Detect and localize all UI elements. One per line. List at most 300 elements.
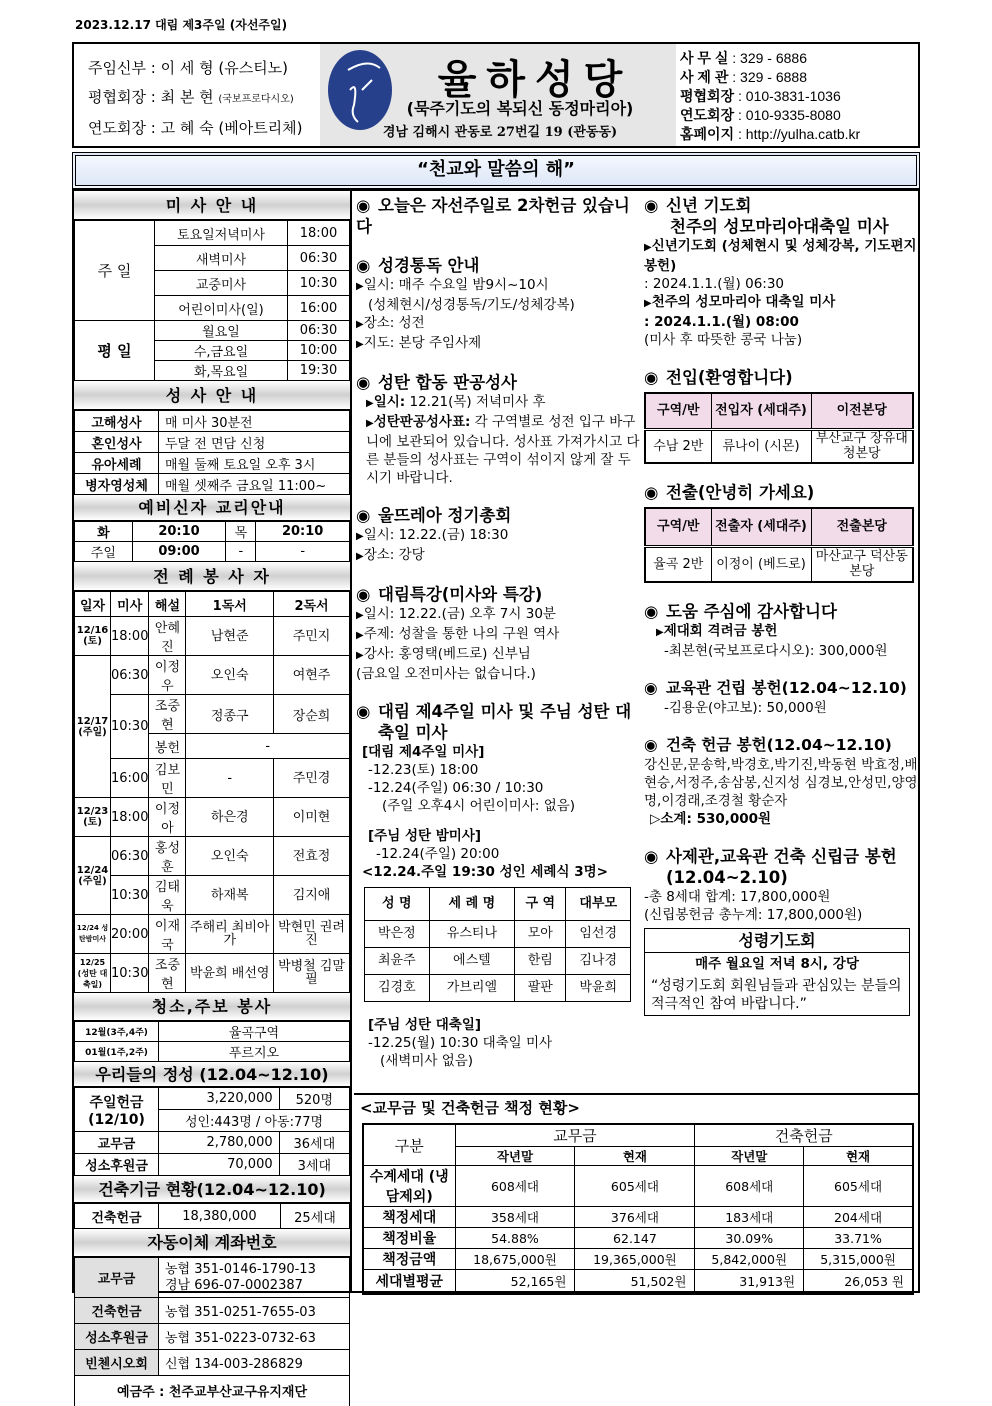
account-purpose: 성소후원금: [75, 1324, 159, 1350]
commentator: 이정아: [149, 798, 186, 837]
col-header: 교무금: [455, 1124, 695, 1147]
offering-label: 교무금: [75, 1132, 159, 1154]
col-header: 구 역: [515, 888, 566, 921]
church-address: 경남 김해시 관동로 27번길 19 (관동동): [382, 125, 618, 140]
table-row: [365, 921, 631, 948]
minister-date: 12/17 (주일): [75, 656, 111, 798]
col-subheader: 현재: [575, 1147, 695, 1166]
account-number: 농협 351-0146-1790-13: [165, 1261, 316, 1277]
triangle-bullet-icon: ▶: [356, 339, 364, 350]
allocation-status-section: [354, 1093, 920, 1291]
notice-text: -12.25(월) 10:30 대축일 미사: [368, 1035, 553, 1051]
bullet-circle-icon: ◉: [644, 483, 659, 502]
account-holder: 예금주 : 천주교부산교구유지재단: [75, 1376, 350, 1406]
middle-column: [356, 195, 640, 1070]
bullet-circle-icon: ◉: [644, 602, 659, 621]
notice-text: 12.21(목) 저녁미사 후: [405, 394, 546, 410]
notice-title: 건축 헌금 봉헌(12.04~12.10): [666, 736, 892, 754]
cell: 183세대: [695, 1207, 804, 1228]
notice-second-collection: [356, 195, 640, 237]
offering-count: 520명: [279, 1088, 349, 1110]
notice-title: 성경통독 안내: [378, 256, 480, 275]
cell: 5,315,000원: [804, 1249, 913, 1270]
baptism-notice: <12.24.주일 19:30 성인 세례식 3명>: [362, 864, 608, 880]
notice-advent-lecture: [356, 584, 640, 605]
notice-line: [356, 413, 640, 487]
left-column: [74, 191, 352, 1401]
cell: 26,053 원: [804, 1270, 913, 1294]
offering-table: [74, 1087, 350, 1176]
triangle-bullet-icon: ▶: [366, 418, 374, 429]
cell: 율곡 2반: [645, 546, 711, 582]
class-time: 09:00: [132, 542, 226, 562]
reader-1: 박윤희 배선영: [186, 954, 274, 993]
homepage-link[interactable]: http://yulha.catb.kr: [745, 126, 861, 142]
prayer-meeting-box: [644, 928, 910, 1016]
cleaning-group: 푸르지오: [159, 1042, 350, 1062]
bullet-circle-icon: ◉: [644, 368, 659, 387]
col-header: 세 례 명: [429, 888, 515, 921]
contact-list: [680, 49, 916, 144]
offering-count: 3세대: [279, 1154, 349, 1176]
cell: 가브리엘: [429, 975, 515, 1002]
offering-date: (12/10): [88, 1111, 145, 1128]
notice-text: 일시: 12.22.(금) 오후 7시 30분: [363, 606, 556, 622]
triangle-bullet-icon: ▶: [356, 281, 364, 292]
building-fund-table: [74, 1203, 350, 1229]
triangle-bullet-icon: ▶: [356, 531, 364, 542]
contact-label: 사 무 실: [680, 50, 729, 66]
notice-text: -총 8세대 합계: 17,800,000원: [644, 889, 831, 905]
col-header: 전입자 (세대주): [711, 393, 811, 429]
contact-value: 010-3831-1036: [745, 88, 841, 104]
reader-2: 주민지: [274, 617, 350, 656]
sacrament-table: [74, 410, 350, 495]
cell: 김경호: [365, 975, 430, 1002]
sacrament-name: 혼인성사: [75, 432, 159, 453]
cell: 376세대: [575, 1207, 695, 1228]
notice-label: 성탄판공성사표:: [373, 414, 471, 430]
bullet-circle-icon: ◉: [644, 679, 658, 697]
mass-schedule-heading: 미 사 안 내: [74, 191, 350, 220]
offertory: 봉헌: [149, 734, 186, 759]
minister-date: 12/24 (주일): [75, 837, 111, 915]
mass-time: 19:30: [288, 361, 350, 381]
mass-time: 20:00: [111, 915, 149, 954]
triangle-bullet-icon: ▶: [644, 242, 652, 253]
table-row: [365, 975, 631, 1002]
mass-time: 06:30: [288, 321, 350, 341]
cell: 유스티나: [429, 921, 515, 948]
col-header: 미사: [111, 592, 149, 617]
offering-heading: 우리들의 정성 (12.04~12.10): [74, 1062, 350, 1087]
building-fund-heading: 건축기금 현황(12.04~12.10): [74, 1176, 350, 1203]
reader-2: 박현민 권려진: [274, 915, 350, 954]
right-column: [644, 195, 920, 1016]
notice-text: 주제: 성찰을 통한 나의 구원 역사: [363, 626, 560, 642]
notice-line: [356, 393, 640, 413]
mass-name: 월요일: [155, 321, 288, 341]
notice-label: 일시:: [373, 394, 406, 410]
contact-value: 329 - 6888: [740, 69, 807, 85]
notice-text: 일시: 12.22.(금) 18:30: [363, 527, 509, 543]
col-header: 전출본당: [811, 508, 913, 546]
notice-text: (금요일 오전미사는 없습니다.): [356, 666, 536, 682]
leader-label: 평협회장: [88, 88, 146, 106]
col-header: 구역/반: [645, 393, 711, 429]
contact-rectory: 사 제 관 : 329 - 6888: [680, 69, 807, 85]
sunday-label: 주 일: [75, 221, 155, 321]
notice-ultreya: [356, 505, 640, 526]
cell: 수남 2반: [645, 429, 711, 463]
bullet-circle-icon: ◉: [356, 702, 371, 721]
sacrament-info: 두달 전 면담 신청: [159, 432, 350, 453]
notice-christmas-masses: [356, 701, 640, 743]
leader-saint: (유스티노): [218, 59, 289, 77]
building-amount: 18,380,000: [159, 1204, 281, 1229]
bullet-circle-icon: ◉: [356, 196, 371, 215]
commentator: 조중현: [149, 954, 186, 993]
notice-title: 교육관 건립 봉헌(12.04~12.10): [666, 679, 907, 697]
col-header: 대부모: [566, 888, 631, 921]
bullet-circle-icon: ◉: [644, 736, 658, 754]
notice-title: 성탄 합동 판공성사: [378, 373, 518, 392]
sacrament-name: 고해성사: [75, 411, 159, 432]
class-day: -: [226, 542, 256, 562]
church-patron: (묵주기도의 복되신 동정마리아): [406, 99, 634, 118]
notice-text: (신립봉헌금 총누계: 17,800,000원): [644, 907, 863, 923]
cell: 5,842,000원: [695, 1249, 804, 1270]
contact-office: 사 무 실 : 329 - 6886: [680, 50, 807, 66]
leader-saint: (베아트리체): [218, 119, 303, 137]
triangle-bullet-icon: ▶: [366, 398, 374, 409]
baptism-table: [364, 887, 631, 1002]
minister-date: 12/24 성탄밤미사: [75, 915, 111, 954]
mass-name: 새벽미사: [155, 246, 288, 271]
church-title-block: [320, 44, 676, 146]
cell: 19,365,000원: [575, 1249, 695, 1270]
triangle-bullet-icon: ▶: [644, 298, 652, 309]
reader-1: 하재복: [186, 876, 274, 915]
account-purpose: 교무금: [75, 1258, 159, 1298]
cell: 31,913원: [695, 1270, 804, 1294]
allocation-title: <교무금 및 건축헌금 책정 현황>: [360, 1099, 580, 1117]
notice-confession: [356, 372, 640, 393]
class-day: 목: [226, 522, 256, 542]
commentator: 이재국: [149, 915, 186, 954]
table-row: [363, 1228, 913, 1249]
account-number: 경남 696-07-0002387: [165, 1277, 303, 1293]
notice-line: [356, 605, 640, 625]
reader-1: 오인숙: [186, 837, 274, 876]
reader-2: 주민경: [274, 759, 350, 798]
notice-text: (성체현시/성경통독/기도/성체강복): [368, 297, 575, 313]
contact-label: 사 제 관: [680, 69, 729, 85]
notice-line: [356, 334, 640, 354]
triangle-bullet-icon: ▶: [356, 650, 364, 661]
account-number: 농협 351-0223-0732-63: [159, 1324, 350, 1350]
notice-text: -12.24(주일) 06:30 / 10:30: [368, 780, 544, 796]
bulletin-date: 2023.12.17 대림 제3주일 (자선주일): [75, 18, 288, 32]
mass-time: 16:00: [288, 296, 350, 321]
col-header: 구분: [363, 1124, 455, 1166]
table-row: [645, 546, 913, 582]
col-subheader: 작년말: [455, 1147, 575, 1166]
mass-name: 교중미사: [155, 271, 288, 296]
notice-text: 일시: 매주 수요일 밤9시~10시: [363, 277, 549, 293]
bulletin-body: [72, 189, 920, 1401]
col-header: 1독서: [186, 592, 274, 617]
triangle-bullet-icon: ▶: [356, 319, 364, 330]
row-label: 책정세대: [363, 1207, 455, 1228]
col-subheader: 현재: [804, 1147, 913, 1166]
mass-schedule-table: [74, 220, 350, 381]
mass-time: 06:30: [111, 837, 149, 876]
notice-title: 도움 주심에 감사합니다: [666, 602, 837, 621]
notice-new-year: [644, 195, 920, 216]
ministers-table: [74, 591, 350, 993]
cell: 18,675,000원: [455, 1249, 575, 1270]
cell: 임선경: [566, 921, 631, 948]
cell: 에스텔: [429, 948, 515, 975]
minister-date: 12/23 (토): [75, 798, 111, 837]
contact-homepage: 홈페이지 : http://yulha.catb.kr: [680, 126, 861, 142]
col-header: 전출자 (세대주): [711, 508, 811, 546]
triangle-bullet-icon: ▶: [656, 627, 664, 638]
notice-line: [356, 526, 640, 546]
triangle-bullet-icon: ▶: [356, 551, 364, 562]
notice-rectory-fund: [644, 846, 920, 888]
reader-1: -: [186, 734, 350, 759]
notice-building-offering: [644, 735, 920, 756]
notice-line: [356, 546, 640, 566]
notice-text: -최본현(국보프로다시오): 300,000원: [664, 643, 888, 659]
notice-line: [356, 314, 640, 334]
notice-text: 각 구역별로 성전 입구 바구니에 보관되어 있습니다. 성사표 가져가시고 다른 분들의 성사표는 구역이 섞이지 않게 잘 두시기 바랍니다.: [366, 414, 640, 486]
bullet-circle-icon: ◉: [644, 847, 659, 866]
notice-text: (새벽미사 없음): [380, 1053, 474, 1069]
contact-council: 평협회장 : 010-3831-1036: [680, 88, 841, 104]
cell: 33.71%: [804, 1228, 913, 1249]
notice-line: [644, 622, 920, 642]
bulletin-header: [72, 42, 920, 148]
commentator: 안혜진: [149, 617, 186, 656]
minister-date: 12/25 (성탄 대축일): [75, 954, 111, 993]
cell: 605세대: [804, 1166, 913, 1207]
notice-text: 지도: 본당 주임사제: [363, 335, 482, 351]
table-row: [363, 1249, 913, 1270]
mass-time: 10:30: [111, 695, 149, 759]
mass-time: 10:30: [288, 271, 350, 296]
offering-label: 주일헌금: [89, 1094, 144, 1111]
notice-move-out: [644, 482, 920, 503]
sacrament-heading: 성 사 안 내: [74, 381, 350, 410]
cleaning-period: 01월(1주,2주): [75, 1042, 159, 1062]
reader-2: 이미현: [274, 798, 350, 837]
leader-label: 연도회장: [88, 119, 146, 137]
bullet-circle-icon: ◉: [356, 256, 371, 275]
cell: 부산교구 장유대청본당: [811, 429, 913, 463]
class-time: 20:10: [132, 522, 226, 542]
cell: 모아: [515, 921, 566, 948]
contact-label: 연도회장: [680, 107, 735, 123]
year-theme-banner: “천교와 말씀의 해”: [72, 152, 920, 189]
cell: 박은정: [365, 921, 430, 948]
notice-title: 천주의 성모마리아대축일 미사: [670, 217, 889, 236]
notice-line: [644, 293, 920, 313]
catechumen-table: [74, 521, 350, 562]
offering-amount: 2,780,000: [159, 1132, 280, 1154]
notice-subtitle: [대림 제4주일 미사]: [362, 744, 485, 760]
commentator: 이정우: [149, 656, 186, 695]
reader-2: 여현주: [274, 656, 350, 695]
mass-time: 06:30: [111, 656, 149, 695]
reader-2: 김지애: [274, 876, 350, 915]
cell: 358세대: [455, 1207, 575, 1228]
reader-2: 전효정: [274, 837, 350, 876]
notice-text: -12.24(주일) 20:00: [376, 846, 500, 862]
mass-time: 18:00: [111, 798, 149, 837]
contact-value: 329 - 6886: [740, 50, 807, 66]
commentator: 김보민: [149, 759, 186, 798]
sacrament-info: 매월 둘째 토요일 오후 3시: [159, 453, 350, 474]
mass-time: 18:00: [288, 221, 350, 246]
notice-title: 울뜨레아 정기총회: [378, 506, 512, 525]
leader-name: 이 세 형: [160, 59, 214, 77]
notice-move-in: [644, 367, 920, 388]
cell: 204세대: [804, 1207, 913, 1228]
reader-2: 장순희: [274, 695, 350, 734]
leaders-list: [88, 54, 303, 143]
cell: 605세대: [575, 1166, 695, 1207]
building-label: 건축헌금: [75, 1204, 159, 1229]
account-number: 신협 134-003-286829: [159, 1350, 350, 1376]
reader-1: 정종구: [186, 695, 274, 734]
col-header: 성 명: [365, 888, 430, 921]
table-row: [363, 1270, 913, 1294]
commentator: 김태욱: [149, 876, 186, 915]
table-row: [363, 1166, 913, 1207]
mass-name: 수,금요일: [155, 341, 288, 361]
minister-date: 12/16 (토): [75, 617, 111, 656]
leader-name: 고 혜 숙: [160, 119, 214, 137]
triangle-bullet-icon: ▶: [356, 630, 364, 641]
class-day: 화: [75, 522, 133, 542]
cell: 팔판: [515, 975, 566, 1002]
cell: 30.09%: [695, 1228, 804, 1249]
notice-subtitle: [주님 성탄 밤미사]: [368, 828, 482, 844]
mass-time: 16:00: [111, 759, 149, 798]
reader-1: 주해리 최비아가: [186, 915, 274, 954]
row-label: 책정비율: [363, 1228, 455, 1249]
class-time: -: [256, 542, 350, 562]
notice-text: 강사: 홍영택(베드로) 신부님: [363, 646, 531, 662]
mass-time: 06:30: [288, 246, 350, 271]
triangle-bullet-icon: ▶: [356, 610, 364, 621]
leader-pastor: 주임신부 : 이 세 형 (유스티노): [88, 59, 289, 77]
notice-title: 사제관,교육관 건축 신립금 봉헌(12.04~2.10): [666, 847, 897, 887]
contact-value: 010-9335-8080: [745, 107, 841, 123]
notice-text: 장소: 강당: [363, 547, 425, 563]
cell: 54.88%: [455, 1228, 575, 1249]
move-in-table: [644, 392, 914, 464]
mass-name: 토요일저녁미사: [155, 221, 288, 246]
notice-text: : 2024.1.1.(월) 06:30: [644, 276, 785, 292]
leader-name: 최 본 현: [160, 88, 214, 106]
allocation-table: [362, 1123, 914, 1295]
notice-text: 장소: 성전: [363, 315, 425, 331]
offering-amount: 3,220,000: [159, 1088, 280, 1110]
col-header: 일자: [75, 592, 111, 617]
mass-time: 10:30: [111, 954, 149, 993]
contact-requiem: 연도회장 : 010-9335-8080: [680, 107, 841, 123]
notice-line: [356, 645, 640, 665]
notice-text: 천주의 성모마리아 대축일 미사: [651, 294, 836, 310]
notice-text: 제대회 격려금 봉헌: [663, 623, 778, 639]
notice-text: 신년기도회 (성체현시 및 성체강복, 기도편지 봉헌): [644, 238, 917, 274]
leader-saint: (국보프로다시오): [218, 94, 294, 105]
notice-text: (미사 후 따뜻한 콩국 나눔): [644, 332, 803, 348]
reader-1: 하은경: [186, 798, 274, 837]
catechumen-heading: 예비신자 교리안내: [74, 495, 350, 521]
notice-line: [356, 276, 640, 296]
notice-bible-reading: [356, 255, 640, 276]
col-subheader: 작년말: [695, 1147, 804, 1166]
prayer-title: 성령기도회: [645, 929, 909, 953]
donor-names: 강신문,문송학,박경호,박기진,박동현 박효정,배현승,서정주,송삼봉,신지성 심경보,안성민,양영명,이경래,조경철 황순자: [644, 757, 918, 809]
notice-title: 전출(안녕히 가세요): [666, 483, 815, 502]
table-row: [363, 1207, 913, 1228]
weekday-label: 평 일: [75, 321, 155, 381]
notice-subtitle: [주님 성탄 대축일]: [368, 1017, 482, 1033]
notice-text: -김용운(야고보): 50,000원: [664, 700, 827, 716]
notice-text: (주일 오후4시 어린이미사: 없음): [382, 798, 576, 814]
cleaning-table: [74, 1021, 350, 1062]
col-header: 건축헌금: [695, 1124, 913, 1147]
commentator: 조중현: [149, 695, 186, 734]
sacrament-info: 매월 셋째주 금요일 11:00~: [159, 474, 350, 495]
cell: 마산교구 덕산동본당: [811, 546, 913, 582]
reader-2: 박병철 김말필: [274, 954, 350, 993]
account-purpose: 빈첸시오회: [75, 1350, 159, 1376]
mass-name: 어린이미사(일): [155, 296, 288, 321]
cell: 최윤주: [365, 948, 430, 975]
notice-title: 대림특강(미사와 특강): [378, 585, 543, 604]
leader-label: 주임신부: [88, 59, 146, 77]
bullet-circle-icon: ◉: [644, 196, 659, 215]
bullet-circle-icon: ◉: [356, 585, 371, 604]
table-row: [365, 948, 631, 975]
notice-thanks: [644, 601, 920, 622]
attendance-detail: 성인:443명 / 아동:77명: [159, 1110, 350, 1132]
notice-education-hall: [644, 678, 920, 699]
mass-time: 10:30: [111, 876, 149, 915]
church-name: 율하성당: [437, 57, 633, 103]
ministers-heading: 전 례 봉 사 자: [74, 562, 350, 591]
cell: 한림: [515, 948, 566, 975]
offering-count: 36세대: [279, 1132, 349, 1154]
cell: 608세대: [695, 1166, 804, 1207]
row-label: 수계세대 (냉담제외): [363, 1166, 455, 1207]
building-count: 25세대: [280, 1204, 349, 1229]
row-label: 책정금액: [363, 1249, 455, 1270]
cell: 김나경: [566, 948, 631, 975]
col-header: 구역/반: [645, 508, 711, 546]
donation-subtotal: ▷소계: 530,000원: [650, 811, 772, 827]
cell: 62.147: [575, 1228, 695, 1249]
mass-time: 10:00: [288, 341, 350, 361]
class-day: 주일: [75, 542, 133, 562]
